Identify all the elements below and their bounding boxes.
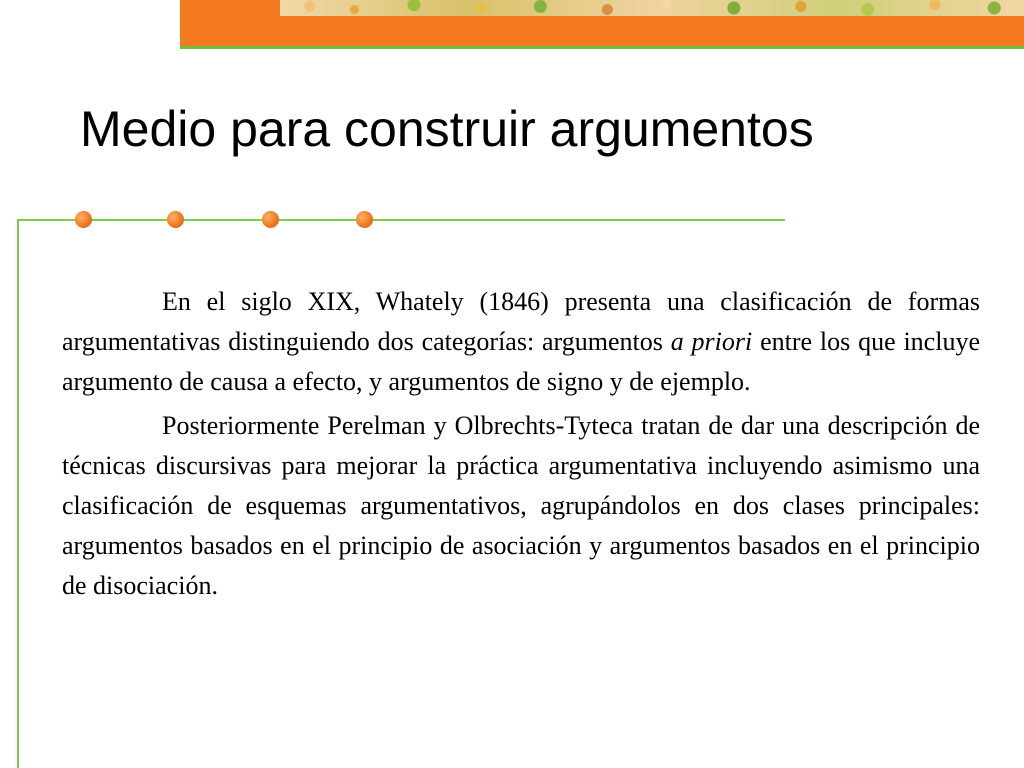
slide-body: [62, 282, 980, 610]
slide-title: Medio para construir argumentos: [80, 101, 814, 157]
paragraph-text: En el siglo XIX, Whately (1846) presenta una clasificación de formas argumentativas distinguiendo dos categorías: argumentos: [62, 287, 980, 356]
bullet-dot-icon: [167, 211, 184, 228]
paragraph-whately: [62, 282, 980, 402]
flower-banner-image: [280, 0, 1024, 16]
italic-term: a priori: [670, 327, 753, 356]
paragraph-text: entre los que incluye argumento de causa a efecto, y argumentos de signo y de ejemplo.: [62, 327, 980, 396]
banner-green-edge: [180, 46, 1024, 49]
bullet-dot-icon: [356, 211, 373, 228]
bullet-dot-icon: [75, 211, 92, 228]
horizontal-divider: [17, 219, 785, 221]
vertical-divider: [17, 219, 19, 768]
paragraph-perelman: Posteriormente Perelman y Olbrechts-Tyteca tratan de dar una descripción de técnicas discursivas para mejorar la práctica argumentativa incluyendo asimismo una clasificación de esquemas argumentativos, agrupándolos en dos clases principales: argumentos basados en el principio de asociación y argumentos basados en el principio de disociación.: [62, 411, 980, 600]
bullet-dot-icon: [262, 211, 279, 228]
